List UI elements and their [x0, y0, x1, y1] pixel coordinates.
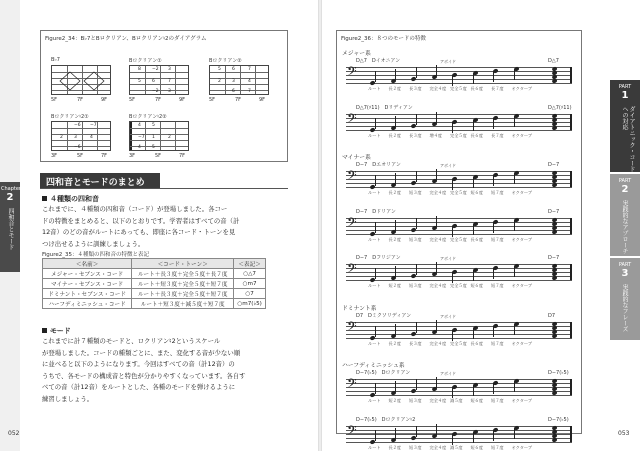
interval-label: 長３度	[409, 340, 422, 346]
chord-symbol: D△7(♯11)	[548, 104, 572, 111]
chapter-title: 四和音とモード	[7, 208, 14, 250]
avoid-note-label: アボイド	[440, 313, 456, 319]
part-title: ダイアトニック・コードへの対応	[621, 106, 635, 172]
part-number: 2	[621, 184, 629, 195]
interval-label: 完全４度	[429, 444, 447, 450]
interval-label: 長２度	[388, 444, 402, 450]
note-stem	[452, 75, 453, 86]
note-stem	[416, 114, 417, 125]
fretboard-grid: 8 −2 3 5 6 7 −2 3	[129, 65, 189, 95]
note-stem	[436, 169, 437, 180]
note-stem	[514, 116, 515, 127]
interval-label: 長７度	[491, 86, 504, 91]
bass-clef-icon: 𝄢	[347, 110, 357, 129]
para-line: 12音）のどの音がルートにあっても、即座に各コード・トーンを見	[42, 228, 236, 237]
mode-name: D△7(♯11) Dリディアン	[356, 104, 413, 111]
interval-label: オクターブ	[511, 398, 533, 403]
fretboard-grid	[51, 65, 111, 95]
note-stem	[375, 430, 376, 441]
figure-34-box	[40, 30, 288, 162]
music-staff	[346, 318, 572, 338]
para-line: これまでに計７種類のモードと、ロクリアン♮2というスケール	[42, 337, 221, 345]
fret-label: 9F	[101, 97, 108, 103]
bass-clef-icon: 𝄢	[347, 261, 357, 279]
table-cell: ルート＋短３度＋完全５度＋短７度	[132, 279, 234, 289]
note-stem	[514, 428, 515, 439]
note-stem	[416, 67, 417, 78]
interval-label: 短６度	[470, 283, 484, 288]
note-stem	[436, 65, 437, 76]
table-row	[43, 289, 266, 299]
interval-label: 長２度	[388, 86, 402, 91]
note-stem	[375, 326, 376, 337]
mode-name: D−7 Dエオリアン	[356, 162, 401, 168]
chord-symbol: D△7	[548, 58, 559, 64]
interval-label: 減５度	[450, 398, 463, 403]
interval-label: ルート	[368, 132, 381, 138]
interval-label: ルート	[368, 283, 381, 288]
para-line: 練習しましょう。	[42, 394, 94, 403]
interval-label: 短７度	[491, 236, 504, 242]
table-header-row	[43, 259, 266, 269]
note-stem	[514, 381, 515, 392]
interval-label: 完全５度	[450, 86, 467, 91]
chord-symbol: D−7	[548, 255, 560, 261]
part-label: PART	[618, 84, 632, 90]
interval-row	[368, 190, 532, 196]
chord-shape-icon	[52, 66, 112, 96]
subhead-modes	[42, 326, 71, 336]
note-stem	[473, 328, 474, 339]
note-stem	[375, 268, 376, 279]
interval-label: オクターブ	[511, 340, 533, 346]
subhead-text: モード	[50, 327, 71, 335]
note-stem	[452, 226, 453, 237]
interval-label: 長６度	[470, 236, 484, 242]
fret-label: 7F	[179, 153, 186, 159]
part-tab-2[interactable]	[610, 174, 640, 256]
interval-label: 完全５度	[450, 132, 467, 138]
note-stem	[375, 222, 376, 233]
figure-34-caption: Figure2_34：B♭7とBロクリアン、Bロクリアン♮2のダイアグラム	[45, 36, 207, 42]
subhead-four-chords	[42, 194, 99, 204]
interval-label: 完全５度	[450, 340, 467, 346]
mode-name: D−7(♭5) Dロクリアン♮2	[356, 416, 416, 423]
chord-table	[42, 258, 266, 309]
note-stem	[436, 216, 437, 227]
note-stem	[395, 173, 396, 184]
table-row	[43, 299, 266, 309]
fret-label: 5F	[77, 153, 84, 159]
fret-label: 7F	[235, 97, 242, 103]
note-stem	[436, 112, 437, 123]
interval-label: 増４度	[429, 132, 443, 138]
note-stem	[452, 122, 453, 133]
interval-label: 長２度	[388, 340, 402, 346]
para-line: に並べると以下のようになります。今回はすべての音（計12音）の	[42, 360, 235, 369]
note-stem	[395, 116, 396, 127]
interval-label: 完全４度	[429, 340, 447, 346]
note-stem	[493, 430, 494, 441]
note-stem	[416, 171, 417, 182]
subhead-text: ４種類の四和音	[50, 195, 99, 203]
table-cell: ルート＋長３度＋完全５度＋短７度	[132, 289, 234, 299]
table-cell: ドミナント・セブンス・コード	[43, 289, 132, 299]
interval-row	[368, 133, 532, 139]
para-line: が登場しました。コードの種類ごとに、また、変化する音が少ない順	[42, 348, 241, 357]
note-stem	[395, 324, 396, 335]
interval-label: ルート	[368, 398, 381, 403]
fret-label: 9F	[179, 97, 186, 103]
mode-name: D−7 Dドリアン	[356, 208, 396, 215]
mode-name: D−7(♭5) Dロクリアン	[356, 370, 411, 376]
note-stem	[493, 268, 494, 279]
chord-symbol: D−7	[548, 208, 560, 215]
table-cell: ○△7	[234, 269, 266, 279]
fretboard-grid: −6 −7 2 3 4 −6	[51, 121, 111, 151]
figure-35-caption: Figure2_35：４種類の四和音の特徴と表記	[42, 252, 150, 258]
interval-row	[368, 283, 532, 289]
music-staff	[346, 214, 572, 234]
music-staff	[346, 64, 572, 83]
note-stem	[473, 224, 474, 235]
note-stem	[395, 220, 396, 231]
note-stem	[473, 177, 474, 188]
note-stem	[514, 220, 515, 231]
section-heading	[40, 173, 288, 189]
fret-label: 3F	[129, 153, 136, 159]
figure-36-caption: Figure2_36：８つのモードの特徴	[341, 36, 426, 42]
chapter-tab	[0, 182, 20, 272]
part-tab-1[interactable]	[610, 80, 640, 172]
note-stem	[375, 175, 376, 186]
mode-category-label: ドミナント系	[342, 305, 377, 312]
interval-label: 長３度	[409, 86, 422, 91]
mode-category-label: ハーフディミニッシュ系	[342, 363, 405, 369]
note-stem	[473, 385, 474, 396]
part-label: PART	[618, 178, 632, 184]
note-stem	[375, 383, 376, 394]
interval-label: 短３度	[409, 283, 422, 288]
note-stem	[473, 120, 474, 131]
interval-label: 完全４度	[429, 236, 447, 242]
chord-name: Bロクリアン♮2①	[51, 114, 89, 120]
note-stem	[452, 434, 453, 445]
interval-label: 短６度	[470, 190, 484, 195]
interval-label: 短２度	[388, 283, 402, 288]
para-line: つけ出せるように訓練しましょう。	[42, 239, 145, 248]
note-stem	[416, 322, 417, 333]
note-stem	[473, 73, 474, 84]
interval-label: 完全５度	[450, 283, 467, 288]
chapter-label: Chapter	[1, 186, 21, 192]
mode-name: D7 Dミクソリディアン	[356, 312, 412, 319]
interval-label: 長７度	[491, 132, 504, 138]
interval-label: オクターブ	[511, 444, 533, 450]
chord-symbol: D−7(♭5)	[548, 370, 569, 376]
note-stem	[436, 262, 437, 273]
fret-label: 7F	[101, 153, 108, 159]
mode-category-label: マイナー系	[342, 155, 371, 161]
table-header: ＜名前＞	[43, 259, 132, 269]
final-barline	[570, 218, 572, 234]
para-line: これまでに、４種類の四和音（コード）が登場しました。各コー	[42, 205, 228, 213]
table-cell: ○m7(♭5)	[234, 299, 266, 309]
part-title: 実践的なアプローチ	[621, 200, 628, 254]
mode-category-label: メジャー系	[342, 51, 371, 57]
final-barline	[570, 67, 572, 83]
note-stem	[395, 381, 396, 392]
note-stem	[514, 324, 515, 335]
table-header: ＜表記＞	[234, 259, 266, 269]
note-stem	[452, 330, 453, 341]
final-barline	[570, 171, 572, 187]
fret-label: 5F	[51, 97, 58, 103]
table-cell: ルート＋長３度＋完全５度＋長７度	[132, 269, 234, 279]
interval-label: 短３度	[409, 444, 422, 450]
interval-label: ルート	[368, 444, 381, 450]
music-staff	[346, 376, 572, 395]
music-staff	[346, 168, 572, 187]
note-stem	[452, 387, 453, 398]
interval-label: 短６度	[470, 444, 484, 450]
fret-label: 5F	[155, 153, 162, 159]
note-stem	[436, 320, 437, 331]
interval-label: 長３度	[409, 132, 422, 138]
bass-clef-icon: 𝄢	[347, 376, 357, 394]
music-staff	[346, 110, 572, 130]
avoid-note-label: アボイド	[440, 371, 456, 376]
music-staff	[346, 422, 572, 442]
bass-clef-icon: 𝄢	[347, 422, 357, 441]
interval-label: 短２度	[388, 398, 402, 403]
final-barline	[570, 379, 572, 395]
note-stem	[452, 179, 453, 190]
chord-symbol: D−7	[548, 162, 560, 168]
note-stem	[493, 326, 494, 337]
part-title: 実践的なフレーズ	[621, 284, 628, 332]
note-stem	[473, 270, 474, 281]
note-stem	[493, 383, 494, 394]
interval-label: 短６度	[470, 398, 484, 403]
fret-label: 7F	[77, 97, 84, 103]
interval-label: オクターブ	[511, 236, 533, 242]
final-barline	[570, 322, 572, 338]
note-stem	[514, 266, 515, 277]
final-barline	[570, 114, 572, 130]
para-line: うちで、各モードの構成音と特色が分かりやすくなっています。各自す	[42, 371, 246, 380]
table-cell: ○7	[234, 289, 266, 299]
chord-name: Bロクリアン①	[129, 58, 162, 64]
interval-label: ルート	[368, 86, 381, 91]
mode-name: D−7 Dフリジアン	[356, 255, 401, 261]
interval-label: 短３度	[409, 190, 422, 195]
note-stem	[493, 71, 494, 82]
table-header: ＜コード・トーン＞	[132, 259, 234, 269]
page-number-right: 053	[618, 430, 630, 437]
interval-label: 長６度	[470, 132, 484, 138]
interval-label: 完全５度	[450, 190, 467, 195]
note-stem	[416, 426, 417, 437]
interval-label: 短３度	[409, 398, 422, 403]
table-row	[43, 269, 266, 279]
page-number-left: 052	[8, 430, 20, 437]
fretboard-grid: 4 5 −7 1 2 4 5	[129, 121, 189, 151]
chord-name: Bロクリアン♮2②	[129, 114, 167, 120]
final-barline	[570, 264, 572, 280]
table-cell: マイナー・セブンス・コード	[43, 279, 132, 289]
music-staff	[346, 261, 572, 280]
interval-label: 短７度	[491, 340, 504, 346]
interval-label: 完全４度	[429, 86, 447, 91]
table-cell: メジャー・セブンス・コード	[43, 269, 132, 279]
note-stem	[514, 69, 515, 80]
table-row	[43, 279, 266, 289]
interval-label: 長２度	[388, 132, 402, 138]
note-stem	[452, 272, 453, 283]
chapter-number: 2	[6, 192, 14, 203]
interval-label: 長６度	[470, 86, 484, 91]
interval-row	[368, 398, 532, 404]
table-cell: ハーフディミニッシュ・コード	[43, 299, 132, 309]
interval-label: 短７度	[491, 283, 504, 288]
interval-label: 長２度	[388, 236, 402, 242]
interval-label: 短３度	[409, 236, 422, 242]
para-line: べての音（計12音）をルートとした、各種のモードを弾けるように	[42, 383, 236, 392]
note-stem	[436, 424, 437, 435]
interval-row	[368, 445, 532, 451]
interval-label: 完全４度	[429, 283, 447, 288]
avoid-note-label: アボイド	[440, 163, 456, 168]
note-stem	[395, 69, 396, 80]
fret-label: 5F	[129, 97, 136, 103]
chord-name: Bロクリアン②	[209, 58, 242, 64]
note-stem	[493, 175, 494, 186]
avoid-note-label: アボイド	[440, 59, 456, 64]
note-stem	[395, 266, 396, 277]
interval-label: オクターブ	[511, 190, 533, 195]
paragraph-2	[42, 336, 288, 406]
note-stem	[416, 218, 417, 229]
part-tabs	[610, 80, 640, 340]
note-stem	[395, 428, 396, 439]
part-number: 3	[621, 268, 629, 279]
note-stem	[436, 377, 437, 388]
note-stem	[416, 264, 417, 275]
interval-label: 完全５度	[450, 236, 467, 242]
note-stem	[416, 379, 417, 390]
interval-label: ルート	[368, 340, 381, 346]
chord-symbol: D−7(♭5)	[548, 416, 569, 423]
fretboard-grid: 5 6 7 2 3 4 6 7	[209, 65, 269, 95]
interval-label: 短７度	[491, 444, 504, 450]
chord-symbol: D7	[548, 312, 556, 319]
part-number: 1	[621, 90, 629, 101]
bullet-square-icon	[42, 328, 47, 333]
fret-label: 9F	[259, 97, 266, 103]
bullet-square-icon	[42, 196, 47, 201]
bass-clef-icon: 𝄢	[347, 168, 357, 186]
interval-label: ルート	[368, 236, 381, 242]
note-stem	[375, 118, 376, 129]
fret-label: 7F	[155, 97, 162, 103]
para-line: ドの特徴をまとめると、以下のとおりです。学習者はすべての音（計	[42, 216, 240, 225]
bass-clef-icon: 𝄢	[347, 64, 357, 82]
note-stem	[514, 173, 515, 184]
interval-label: オクターブ	[511, 132, 533, 138]
note-stem	[493, 118, 494, 129]
fret-label: 5F	[209, 97, 216, 103]
chord-name: B♭7	[51, 57, 60, 63]
interval-label: 短７度	[491, 398, 504, 403]
part-tab-3[interactable]	[610, 258, 640, 340]
interval-label: 完全４度	[429, 190, 447, 195]
paragraph-1	[42, 204, 288, 250]
avoid-note-label: アボイド	[440, 256, 456, 261]
interval-label: 短７度	[491, 190, 504, 195]
part-label: PART	[618, 262, 632, 268]
note-stem	[493, 222, 494, 233]
mode-name: D△7 Dイオニアン	[356, 58, 401, 64]
note-stem	[375, 71, 376, 82]
interval-label: 長２度	[388, 190, 402, 195]
bass-clef-icon: 𝄢	[347, 318, 357, 337]
interval-label: オクターブ	[511, 86, 533, 91]
interval-label: 長６度	[470, 340, 484, 346]
table-cell: ○m7	[234, 279, 266, 289]
final-barline	[570, 426, 572, 442]
interval-row	[368, 237, 532, 243]
note-stem	[473, 432, 474, 443]
interval-row	[368, 341, 532, 347]
interval-label: ルート	[368, 190, 381, 195]
interval-label: 完全４度	[429, 398, 447, 403]
fret-label: 3F	[51, 153, 58, 159]
section-title: 四和音とモードのまとめ	[46, 178, 145, 188]
interval-row	[368, 86, 532, 92]
interval-label: オクターブ	[511, 283, 533, 288]
table-cell: ルート＋短３度＋減５度＋短７度	[132, 299, 234, 309]
interval-label: 減５度	[450, 444, 463, 450]
bass-clef-icon: 𝄢	[347, 214, 357, 233]
